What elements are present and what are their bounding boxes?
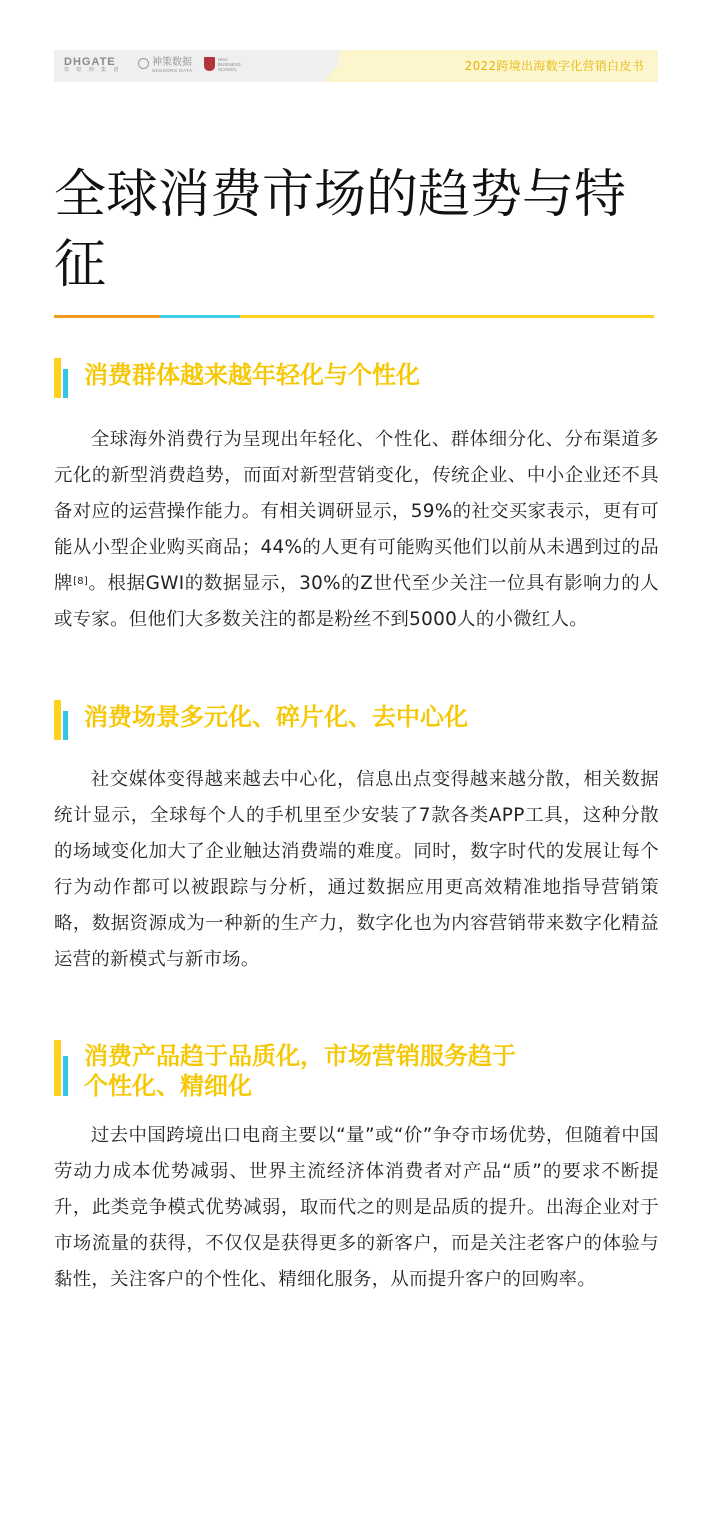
section-paragraph-2: 社交媒体变得越来越去中心化，信息出点变得越来越分散，相关数据统计显示，全球每个人的手机里至少安装了7款各类APP工具，这种分散的场域变化加大了企业触达消费端的难度。同时，数字时代的发展让每个行为动作都可以被跟踪与分析，通过数据应用更高效精准地指导营销策略，数据资源成为一种新的生产力，数字化也为内容营销带来数字化精益运营的新模式与新市场。 xyxy=(54,769,659,970)
citation-reference: [8] xyxy=(73,576,89,587)
section-heading-text: 消费场景多元化、碎片化、去中心化 xyxy=(84,703,468,731)
section-paragraph-1: 全球海外消费行为呈现出年轻化、个性化、群体细分化、分布渠道多元化的新型消费趋势，而面对新型营销变化，传统企业、中小企业还不具备对应的运营操作能力。有相关调研显示，59%的社交买家表示，更有可能从小型企业购买商品；44%的人更有可能购买他们以前从未遇到过的品牌[8]。根据GWI的数据显示，30%的Z世代至少关注一位具有影响力的人或专家。但他们大多数关注的都是粉丝不到5000人的小微红人。 xyxy=(54,429,659,630)
sensors-mark-icon xyxy=(138,58,149,69)
page-title: 全球消费市场的趋势与特征 xyxy=(54,165,627,295)
sensors-data-logo: 神策数据 SENSORS DATA xyxy=(138,57,193,74)
section-heading-text: 消费产品趋于品质化，市场营销服务趋于 个性化、精细化 xyxy=(84,1042,516,1100)
page-header xyxy=(54,50,658,82)
section-heading-3 xyxy=(54,1040,658,1100)
section-heading-text: 消费群体越来越年轻化与个性化 xyxy=(84,361,420,389)
section-heading-2 xyxy=(54,700,658,742)
whitepaper-title: 2022跨境出海数字化营销白皮书 xyxy=(464,59,644,73)
underline-orange-segment xyxy=(54,315,160,318)
section-heading-1 xyxy=(54,358,658,400)
section-paragraph-3: 过去中国跨境出口电商主要以“量”或“价”争夺市场优势，但随着中国劳动力成本优势减弱、世界主流经济体消费者对产品“质”的要求不断提升，此类竞争模式优势减弱，取而代之的则是品质的提升。出海企业对于市场流量的获得，不仅仅是获得更多的新客户，而是关注老客户的体验与黏性，关注客户的个性化、精细化服务，从而提升客户的回购率。 xyxy=(54,1125,659,1290)
heading-accent-bar xyxy=(54,358,68,398)
dhgate-logo: DHGATE 敦 煌 网 集 团 xyxy=(64,56,122,73)
underline-cyan-segment xyxy=(160,315,240,318)
hku-crest-icon xyxy=(204,57,215,71)
underline-yellow-segment xyxy=(240,315,654,318)
hku-business-school-logo: HKU BUSINESS SCHOOL xyxy=(204,57,248,72)
title-underline xyxy=(54,315,654,318)
heading-accent-bar xyxy=(54,1040,68,1096)
heading-accent-bar xyxy=(54,700,68,740)
